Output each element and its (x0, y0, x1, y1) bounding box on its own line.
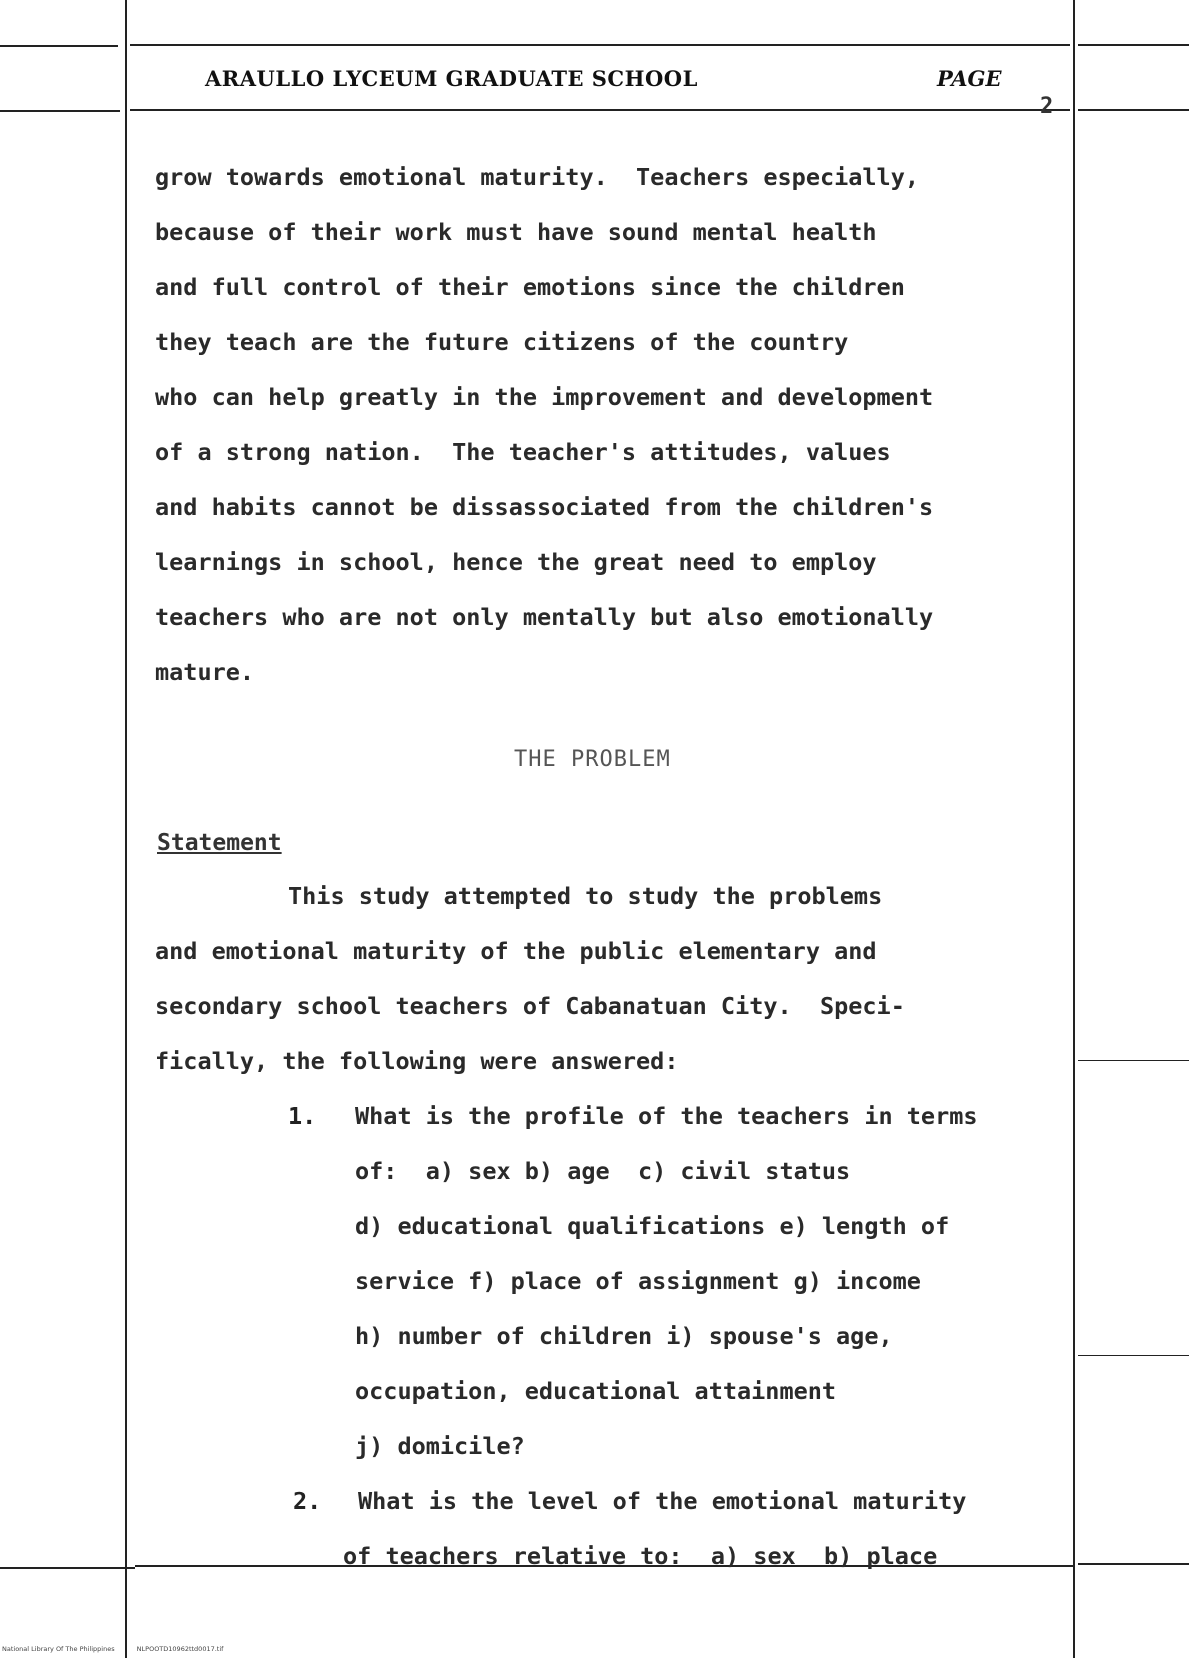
header-bottom-rule (130, 109, 1070, 111)
side-rule-right-2 (1078, 1355, 1189, 1356)
text-line: service f) place of assignment g) income (355, 1267, 921, 1295)
text-line: because of their work must have sound mental health (155, 218, 877, 246)
text-line: mature. (155, 658, 255, 686)
header-bottom-rule-right (1078, 109, 1189, 111)
scan-footer (2, 1645, 243, 1653)
side-rule-right-1 (1078, 1060, 1189, 1061)
text-line: teachers who are not only mentally but also emotionally (155, 603, 934, 631)
section-heading: THE PROBLEM (514, 747, 671, 772)
header-top-rule (130, 44, 1070, 46)
footer-file: NLPOOTD10962ttd0017.tif (136, 1645, 224, 1653)
right-margin-line (1073, 0, 1075, 1658)
text-line: d) educational qualifications e) length of (355, 1212, 950, 1240)
text-line: secondary school teachers of Cabanatuan City. Speci- (155, 992, 905, 1020)
text-line: This study attempted to study the problems (288, 882, 883, 910)
header-top-rule-right (1078, 44, 1189, 46)
text-line: and emotional maturity of the public elementary and (155, 937, 877, 965)
text-line: and full control of their emotions since the children (155, 273, 905, 301)
school-name-header: ARAULLO LYCEUM GRADUATE SCHOOL (205, 66, 698, 91)
subheading-statement: Statement (157, 830, 282, 856)
text-line: What is the level of the emotional maturity (358, 1487, 967, 1515)
text-line: of teachers relative to: a) sex b) place (343, 1542, 938, 1570)
text-line: of a strong nation. The teacher's attitudes, values (155, 438, 891, 466)
text-line: j) domicile? (355, 1432, 525, 1460)
text-line: occupation, educational attainment (355, 1377, 837, 1405)
text-line: who can help greatly in the improvement and development (155, 383, 934, 411)
list-item-number: 2. (293, 1487, 322, 1515)
left-margin-line (125, 0, 127, 1658)
list-item-number: 1. (288, 1102, 317, 1130)
text-line: grow towards emotional maturity. Teachers especially, (155, 163, 920, 191)
footer-rule-right (1078, 1563, 1189, 1565)
text-line: h) number of children i) spouse's age, (355, 1322, 893, 1350)
text-line: learnings in school, hence the great need to employ (155, 548, 877, 576)
text-line: and habits cannot be dissassociated from the children's (155, 493, 934, 521)
footer-rule-left (0, 1567, 135, 1569)
footer-library: National Library Of The Philippines (2, 1645, 115, 1653)
page-label: PAGE (937, 66, 1002, 91)
text-line: fically, the following were answered: (155, 1047, 679, 1075)
text-line: they teach are the future citizens of the country (155, 328, 849, 356)
page-number: 2 (1040, 94, 1054, 119)
text-line: of: a) sex b) age c) civil status (355, 1157, 851, 1185)
text-line: What is the profile of the teachers in terms (355, 1102, 978, 1130)
